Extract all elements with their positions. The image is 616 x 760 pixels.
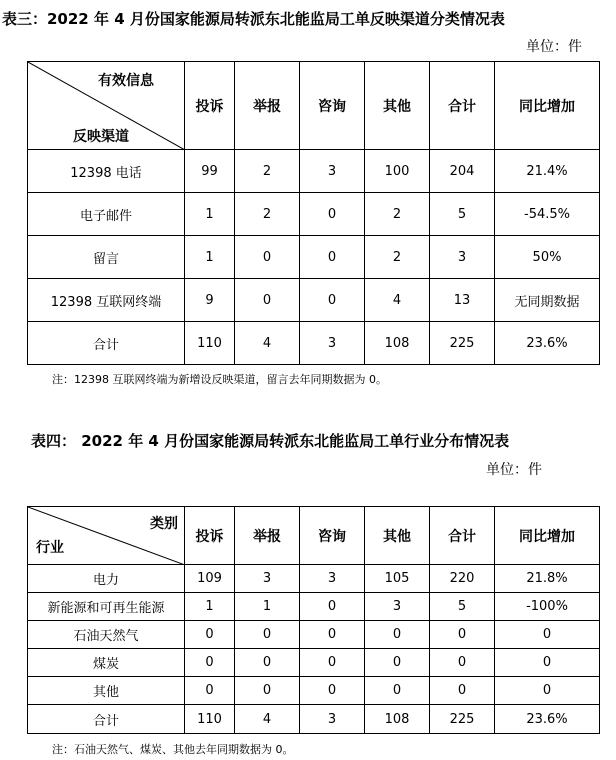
diagonal-header-cell bbox=[28, 62, 185, 150]
table-cell: 0 bbox=[235, 649, 300, 677]
table4-title: 表四： 2022 年 4 月份国家能源局转派东北能监局工单行业分布情况表 bbox=[31, 432, 510, 450]
table-cell: 204 bbox=[430, 150, 495, 193]
table-cell: 5 bbox=[430, 193, 495, 236]
table-row bbox=[28, 565, 600, 593]
column-header: 其他 bbox=[365, 507, 430, 565]
table-cell: 0 bbox=[300, 193, 365, 236]
table-cell: 5 bbox=[430, 593, 495, 621]
diagonal-header-cell bbox=[28, 507, 185, 565]
corner-top-label: 类别 bbox=[150, 516, 178, 532]
table-cell: 0 bbox=[430, 621, 495, 649]
table-cell: 21.4% bbox=[495, 150, 600, 193]
table-cell: 1 bbox=[235, 593, 300, 621]
table-cell: 220 bbox=[430, 565, 495, 593]
table-cell: 0 bbox=[300, 593, 365, 621]
table-cell: 0 bbox=[300, 677, 365, 705]
table-cell: 1 bbox=[185, 236, 235, 279]
table4-unit: 单位：件 bbox=[486, 462, 542, 478]
table-cell: 3 bbox=[300, 565, 365, 593]
corner-top-label: 有效信息 bbox=[98, 73, 154, 89]
table-cell: 0 bbox=[430, 649, 495, 677]
table-cell: 0 bbox=[300, 649, 365, 677]
table-cell: 3 bbox=[300, 150, 365, 193]
table-cell: 0 bbox=[235, 677, 300, 705]
row-label: 煤炭 bbox=[28, 649, 185, 677]
table-cell: 105 bbox=[365, 565, 430, 593]
table-cell: 50% bbox=[495, 236, 600, 279]
table-cell: -100% bbox=[495, 593, 600, 621]
table-cell: 0 bbox=[185, 621, 235, 649]
table-cell: 99 bbox=[185, 150, 235, 193]
table-cell: 2 bbox=[365, 193, 430, 236]
table-cell: 2 bbox=[235, 193, 300, 236]
column-header: 同比增加 bbox=[495, 507, 600, 565]
table-row bbox=[28, 236, 600, 279]
row-label: 合计 bbox=[28, 322, 185, 365]
table-cell: 225 bbox=[430, 705, 495, 734]
column-header: 咨询 bbox=[300, 62, 365, 150]
row-label: 其他 bbox=[28, 677, 185, 705]
table-cell: -54.5% bbox=[495, 193, 600, 236]
table-cell: 0 bbox=[365, 677, 430, 705]
table-header-row bbox=[28, 62, 600, 150]
row-label: 12398 互联网终端 bbox=[28, 279, 185, 322]
table-row bbox=[28, 593, 600, 621]
table-cell: 21.8% bbox=[495, 565, 600, 593]
column-header: 投诉 bbox=[185, 62, 235, 150]
column-header: 举报 bbox=[235, 62, 300, 150]
table3-unit: 单位：件 bbox=[526, 39, 582, 55]
table-cell: 2 bbox=[365, 236, 430, 279]
row-label: 合计 bbox=[28, 705, 185, 734]
table-cell: 23.6% bbox=[495, 705, 600, 734]
table-cell: 3 bbox=[430, 236, 495, 279]
table-cell: 0 bbox=[235, 236, 300, 279]
column-header: 咨询 bbox=[300, 507, 365, 565]
table-cell: 4 bbox=[235, 705, 300, 734]
column-header: 合计 bbox=[430, 507, 495, 565]
table-cell: 3 bbox=[300, 705, 365, 734]
table-cell: 0 bbox=[430, 677, 495, 705]
table-row bbox=[28, 193, 600, 236]
row-label: 留言 bbox=[28, 236, 185, 279]
table-row bbox=[28, 150, 600, 193]
table-row bbox=[28, 322, 600, 365]
column-header: 举报 bbox=[235, 507, 300, 565]
table-cell: 0 bbox=[365, 649, 430, 677]
table-row bbox=[28, 649, 600, 677]
table-row bbox=[28, 677, 600, 705]
table3-note: 注：12398 互联网终端为新增设反映渠道，留言去年同期数据为 0。 bbox=[52, 373, 387, 386]
table-cell: 110 bbox=[185, 322, 235, 365]
table-cell: 0 bbox=[365, 621, 430, 649]
table-cell: 108 bbox=[365, 322, 430, 365]
table-row bbox=[28, 705, 600, 734]
corner-bottom-label: 行业 bbox=[36, 540, 64, 556]
column-header: 投诉 bbox=[185, 507, 235, 565]
table-cell: 3 bbox=[235, 565, 300, 593]
row-label: 电力 bbox=[28, 565, 185, 593]
table3-title: 表三：2022 年 4 月份国家能源局转派东北能监局工单反映渠道分类情况表 bbox=[2, 10, 505, 28]
table-cell: 0 bbox=[235, 279, 300, 322]
table-cell: 4 bbox=[235, 322, 300, 365]
table-header-row bbox=[28, 507, 600, 565]
table-cell: 9 bbox=[185, 279, 235, 322]
row-label: 石油天然气 bbox=[28, 621, 185, 649]
table-cell: 110 bbox=[185, 705, 235, 734]
table-cell: 0 bbox=[495, 677, 600, 705]
corner-bottom-label: 反映渠道 bbox=[73, 129, 129, 145]
table-cell: 0 bbox=[300, 236, 365, 279]
table-cell: 108 bbox=[365, 705, 430, 734]
column-header: 合计 bbox=[430, 62, 495, 150]
table-cell: 225 bbox=[430, 322, 495, 365]
table-cell: 3 bbox=[300, 322, 365, 365]
table-cell: 0 bbox=[300, 279, 365, 322]
channel-table bbox=[27, 61, 600, 365]
table-cell: 1 bbox=[185, 593, 235, 621]
table-cell: 0 bbox=[300, 621, 365, 649]
column-header: 同比增加 bbox=[495, 62, 600, 150]
table-cell: 2 bbox=[235, 150, 300, 193]
table-cell: 23.6% bbox=[495, 322, 600, 365]
table-cell: 100 bbox=[365, 150, 430, 193]
table-cell: 1 bbox=[185, 193, 235, 236]
table-cell: 无同期数据 bbox=[495, 279, 600, 322]
table-cell: 4 bbox=[365, 279, 430, 322]
table-cell: 0 bbox=[235, 621, 300, 649]
column-header: 其他 bbox=[365, 62, 430, 150]
table-row bbox=[28, 279, 600, 322]
table-cell: 0 bbox=[185, 677, 235, 705]
table4-note: 注：石油天然气、煤炭、其他去年同期数据为 0。 bbox=[52, 743, 294, 756]
table-cell: 0 bbox=[495, 621, 600, 649]
table-cell: 3 bbox=[365, 593, 430, 621]
row-label: 电子邮件 bbox=[28, 193, 185, 236]
table-cell: 0 bbox=[495, 649, 600, 677]
industry-table bbox=[27, 506, 600, 734]
table-cell: 13 bbox=[430, 279, 495, 322]
table-cell: 0 bbox=[185, 649, 235, 677]
table-cell: 109 bbox=[185, 565, 235, 593]
table-row bbox=[28, 621, 600, 649]
row-label: 新能源和可再生能源 bbox=[28, 593, 185, 621]
row-label: 12398 电话 bbox=[28, 150, 185, 193]
